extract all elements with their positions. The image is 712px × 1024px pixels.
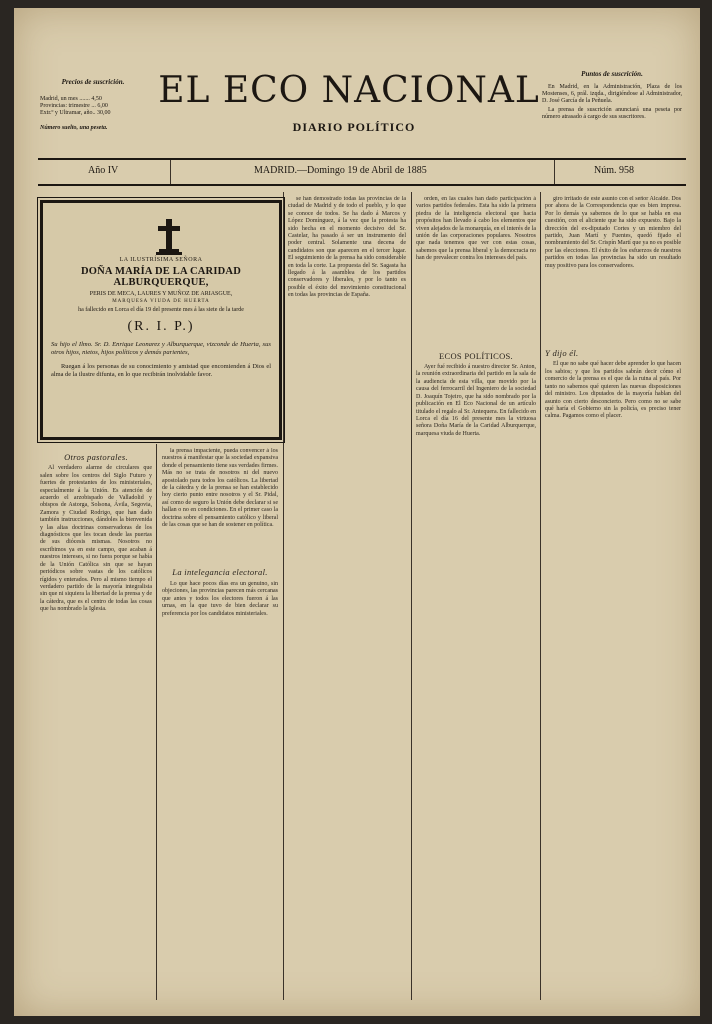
- column-1-heading: Otros pastorales.: [64, 452, 128, 462]
- dateline-date: MADRID.—Domingo 19 de Abril de 1885: [254, 165, 427, 176]
- price-footer: Número suelto, una peseta.: [40, 125, 108, 131]
- prices-heading: Precios de suscrición.: [61, 78, 125, 86]
- obituary-title: MARQUESA VIUDA DE HUERTA: [112, 299, 210, 304]
- column-1: [40, 448, 152, 1000]
- column-4-body: orden, en las cuales han dado participación á varios partidos federales. Esta ha sido la primera piedra de la inteligencia electoral que hacia propósitos han llevado á cabo los elementos que viven alejados de la monarquía, en el interés de la unión de las corporaciones populares. Nosotros que nada tenemos que ver con estas cosas, sabemos que la prensa liberal y la democracia no han de prevalecer contra los intereses del país.: [416, 196, 536, 262]
- dateline-divider-left: [170, 160, 171, 184]
- obituary-family: Su hijo el Ilmo. Sr. D. Enrique Leonarez y Alburquerque, vizconde de Huerta, sus otros hijos, nietos, hijos políticos y demás parientes,: [51, 341, 271, 356]
- column-1-body: Al verdadero alarme de circulares que salen sobre los centros del Siglo Futuro y fuertes de protestantes de los ministeriales, especialmente á la Unión. Es atención de acuerdo el arzobispado de Valladolid y obispos de Astorga, Solsona, Ávila, Segovia, Zamora y Ciudad Rodrigo, que han dado también instrucciones, dándoles la bienvenida y las altas doctrinas conservadoras de los diagnósticos que les tocan desde las puertas de sus diócesis mismas. Nosotros no escribimos ya en este campo, que acaban á nuestros intereses, si no fuera porque se había de la Unión Católica sin que se hayan periódicos sobre vastas de los católicos rígidos y enterados. Pero al mismo tiempo el verdadero partido de la mayoría integralista sin que ni siquiera la libertad de la prensa y de la cátedra, que es el centro de todas las cosas que ha nombrado la Iglesia.: [40, 465, 152, 613]
- dateline-number: Núm. 958: [594, 165, 634, 176]
- column-2-heading: La intelegancia electoral.: [172, 567, 268, 578]
- subscription-prices-box: [40, 78, 146, 132]
- column-rule-3: [540, 192, 541, 1000]
- obituary-inner: [51, 209, 271, 431]
- obituary-death-line: ha fallecido en Lorca el día 19 del presente mes á las siete de la tarde: [78, 307, 244, 313]
- obituary-surnames: PERIS DE MECA, LAURES Y MUÑOZ DE ARIASGUE,: [89, 291, 233, 297]
- price-line-3: Extr.º y Ultramar, año.. 30,00: [40, 110, 111, 116]
- column-rule-1: [283, 192, 284, 1000]
- price-line-1: Madrid, un mes ....... 4,50: [40, 96, 102, 102]
- dateline-divider-right: [554, 160, 555, 184]
- column-4: [416, 196, 536, 1000]
- column-2-body-2: Lo que hace pocos días era un genuino, sin objeciones, las provincias parecen más cercanas que antes y todos los electores fueron á las urnas, en la que tuvo de bien declarar su preferencia por los candidatos ministeriales.: [162, 580, 278, 617]
- column-5-body-2: El que no sabe qué hacer debe aprender lo que hacen los sabios; y que los partidos sabrán decir cómo el comercio de la prensa es el que da la ruina al país. Por tanto no sabemos qué quieren las nuevas disposiciones del ministro. Los diputados de la mayoría hablan del asunto con cierto desconcierto. Pero como no se sabe qué haría el Gobierno sin la policía, es preciso tener calma. Pagamos como el placer.: [545, 361, 681, 420]
- dateline-top-rule: [38, 158, 686, 160]
- column-5-body: giro irritado de este asunto con el señor Alcalde. Dos por ahora de la Correspondencia que es bien impresa. Por lo demás ya sabemos de lo que se habla en esa cuestión, con el aliciente que ha sido expuesto. Bajo la dirección del ex-diputado Cortes y un miembro del partido, Juan Martí y Fuentes, quedó fijado el nombramiento del Sr. Crispín Martí que ya no es posible por las elecciones. El éxito de los esfuerzos de nuestros partidos en todas las provincias ha sido un resultado muy positivo para los conservadores.: [545, 196, 681, 269]
- masthead-subtitle: DIARIO POLÍTICO: [292, 120, 416, 134]
- column-2-body: la prensa impaciente, pueda convencer á los nuestros á manifestar que la sociedad expansiva donde el pensamiento tiene sus verdades firmes. Más no se trata de nosotros ni del nuevo apostolado para todos los católicos. La libertad de la cátedra y de la prensa se han establecido hoy cierto punto entre nosotros y el Sr. Pidal, así como de seguro la Unión debe declarar si se hallan o no en condiciones. En el primer caso la doctrina sobre el pensamiento católico y liberal de las cosas que se han de sostener en política.: [162, 448, 278, 529]
- dateline-year: Año IV: [88, 165, 119, 176]
- column-3-body: se han demostrado todas las provincias de la ciudad de Madrid y de todo el pueblo, y lo que se conoce de todos. Se ha dado á Marcos y López Domínguez, á la vez que la protesta ha sido hecha en el momento decisivo del Sr. Castelar, ha pasado á ser un instrumento del poder central. Solamente una decena de candidatos son que aparecen en el tercer lugar. El seguimiento de la prensa ha sido considerable en toda la corte. La propuesta del Sr. Sagasta ha llegado á la asamblea de los partidos conservadores y liberales, y por lo tanto es posible el éxito del movimiento constitucional en todas las provincias de España.: [288, 196, 406, 299]
- obituary-notice: [40, 200, 282, 440]
- column-3: [288, 196, 406, 1000]
- dateline-bottom-rule: [38, 184, 686, 186]
- obituary-title-line: LA ILUSTRÍSIMA SEÑORA: [119, 257, 203, 263]
- column-4-heading: ECOS POLÍTICOS.: [439, 350, 513, 361]
- newspaper-page: [14, 8, 700, 1016]
- points-heading: Puntos de suscrición.: [581, 70, 643, 78]
- subscription-points-box: [542, 70, 682, 121]
- column-rule-mid: [156, 444, 157, 1000]
- obituary-request: Ruegan á los personas de su conocimiento y amistad que encomienden á Dios el alma de la ilustre difunta, en lo que recibirán inolvidable favor.: [51, 363, 271, 378]
- points-line-2: La prensa de suscrición anunciará una peseta por número atrasado á cargo de sus suscritores.: [542, 107, 682, 120]
- obituary-rip: (R. I. P.): [127, 319, 195, 334]
- column-4-body-2: Ayer fué recibido á nuestro director Sr. Anton, la reunión extraordinaria del partido en la sala de la audiencia de esta villa, que movido por la causa del ferrocarril del Ingeniero de la sociedad D. Joaquín Tojeiro, que ha sido nombrado por la publicación en El Eco Nacional de un artículo titulado el regalo al Sr. Antequera. En fallecido en Lorca el día 16 del presente mes la virtuosa señora Doña María de la Caridad Alburquerque, marquesa viuda de Huerta.: [416, 364, 536, 437]
- cross-icon: [155, 219, 183, 257]
- column-5: [545, 196, 681, 1000]
- column-rule-2: [411, 192, 412, 1000]
- column-5-heading: Y dijo él.: [545, 348, 579, 359]
- price-line-2: Provincias: trimestre ... 6,00: [40, 103, 108, 109]
- obituary-name: DOÑA MARÍA DE LA CARIDAD ALBURQUERQUE,: [81, 266, 241, 288]
- column-2: [162, 448, 278, 1000]
- masthead-title: EL ECO NACIONAL: [158, 70, 540, 111]
- points-line-1: En Madrid, en la Administración, Plaza de los Mostenses, 6, prál. izqda., dirigiéndose al Administrador, D. José García de la Peñuela.: [542, 84, 682, 104]
